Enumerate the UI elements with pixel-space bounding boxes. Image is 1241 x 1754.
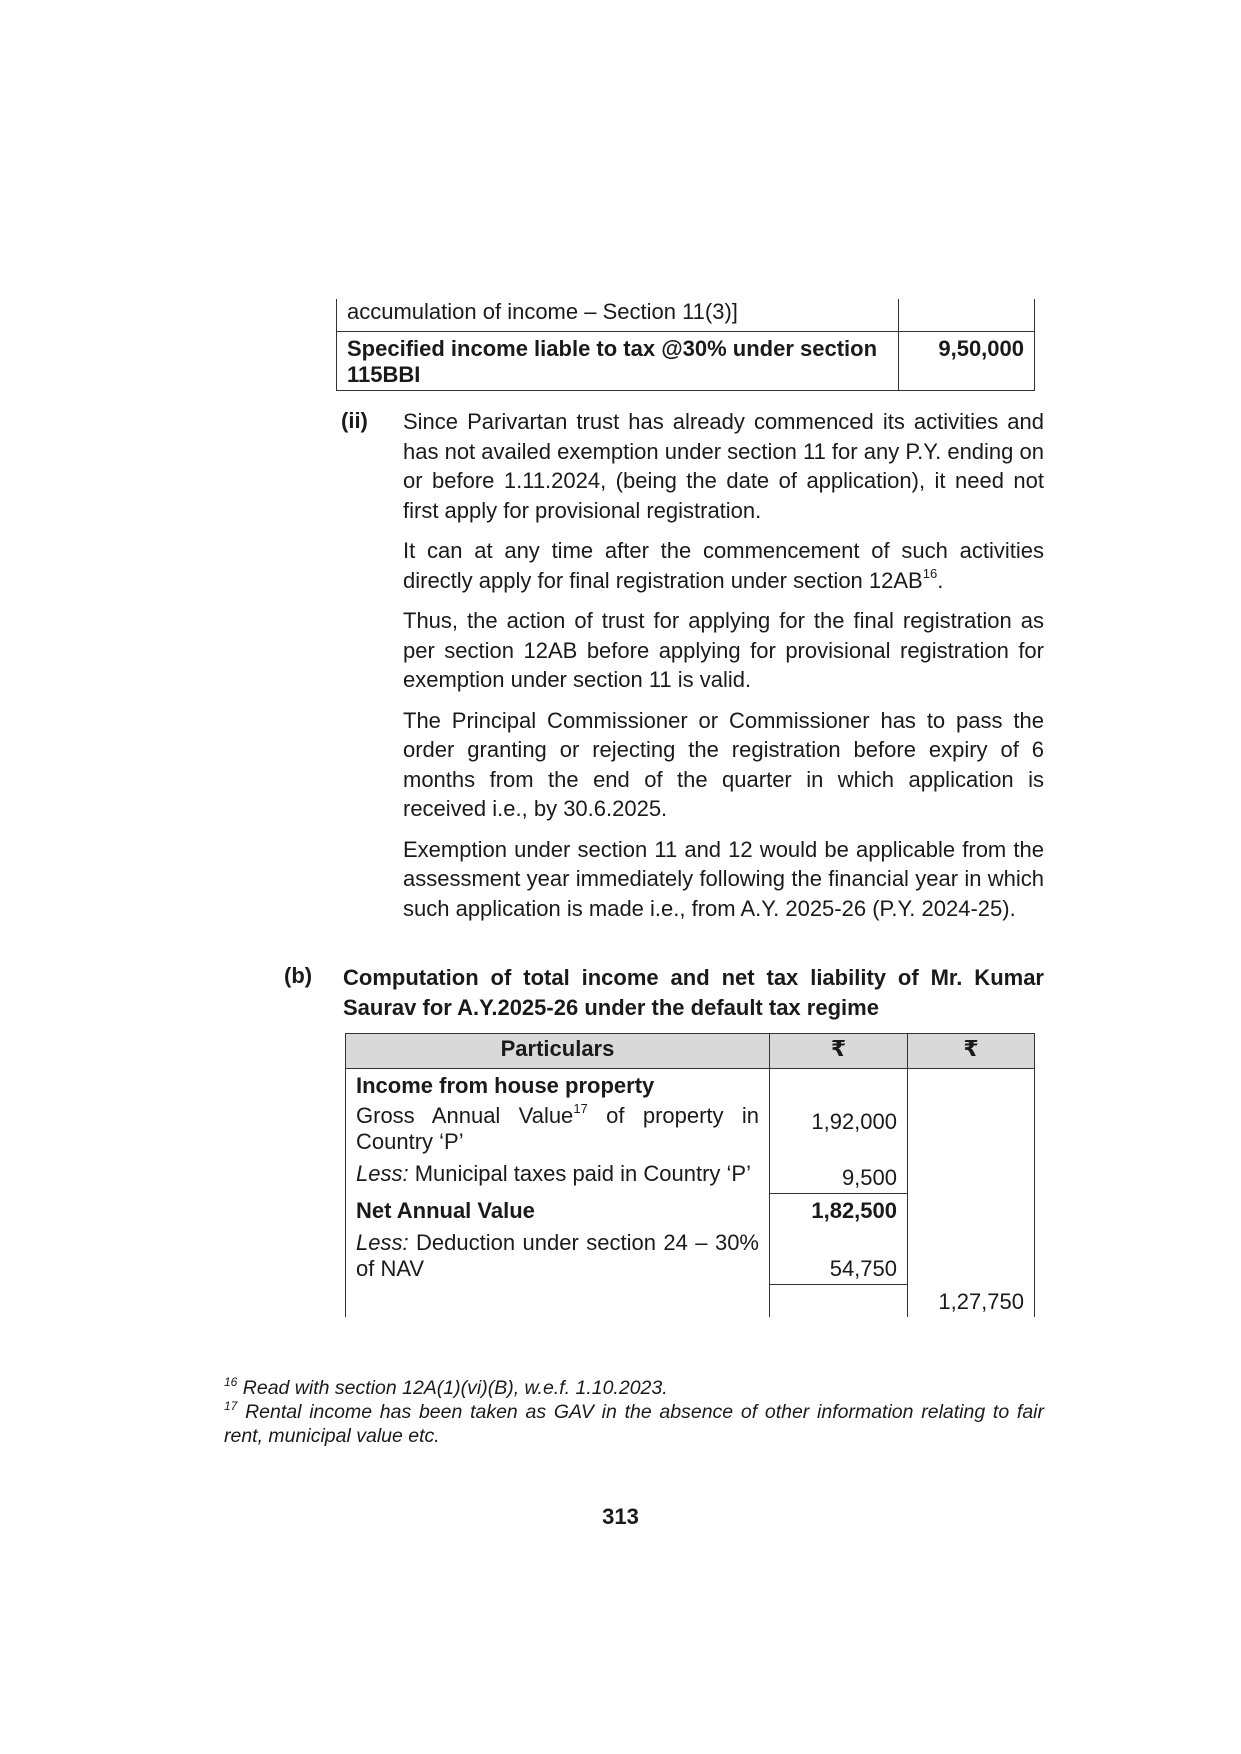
column-header: ₹ — [908, 1034, 1035, 1069]
paragraph: It can at any time after the commencement of such activities directly apply for final registration under section 12AB$^{16}$. — [403, 538, 1044, 593]
footnote-ref: 16 — [922, 565, 938, 581]
table-row — [346, 1101, 1035, 1157]
column-header: Particulars — [346, 1034, 770, 1069]
table-row — [346, 1069, 1035, 1102]
part-ii-body — [403, 407, 1044, 923]
table-row — [346, 1194, 1035, 1227]
computation-table — [345, 1033, 1035, 1317]
nav-amount: 1,82,500 — [770, 1194, 908, 1227]
table-row — [346, 1285, 1035, 1317]
paragraph-text: It can at any time after the commencement of such activities directly apply for final registration under section 12AB — [403, 538, 1044, 593]
municipal-tax-amount: 9,500 — [770, 1157, 908, 1194]
municipal-tax-label: Less: Municipal taxes paid in Country ‘P’ — [346, 1157, 770, 1194]
paragraph: Exemption under section 11 and 12 would be applicable from the assessment year immediately following the financial year in which such application is made i.e., from A.Y. 2025-26 (P.Y. 2024-25). — [403, 836, 1044, 921]
footnote: $^{17}$ Rental income has been taken as GAV in the absence of other information relating to fair rent, municipal value etc. — [224, 1399, 1044, 1447]
paragraph: Thus, the action of trust for applying for the final registration as per section 12AB before applying for provisional registration for exemption under section 11 is valid. — [403, 608, 1044, 692]
house-property-income: 1,27,750 — [908, 1285, 1035, 1317]
section-title: Income from house property — [346, 1069, 770, 1102]
deduction-amount: 54,750 — [770, 1226, 908, 1285]
footnote-ref: 17 — [573, 1101, 588, 1116]
part-b-label: (b) — [284, 963, 313, 988]
part-b-heading: Computation of total income and net tax liability of Mr. Kumar Saurav for A.Y.2025-26 under the default tax regime — [343, 965, 1044, 1020]
specified-income-amount: 9,50,000 — [899, 332, 1035, 391]
table-row-text: accumulation of income – Section 11(3)] — [337, 299, 899, 332]
column-header: ₹ — [770, 1034, 908, 1069]
specified-income-label: Specified income liable to tax @30% under section 115BBI — [337, 332, 899, 391]
table-row — [346, 1226, 1035, 1285]
footnotes — [224, 1376, 1044, 1448]
page-number: 313 — [602, 1504, 639, 1529]
deduction-label: Less: Deduction under section 24 – 30% of NAV — [346, 1226, 770, 1285]
table-row — [346, 1157, 1035, 1194]
paragraph: Since Parivartan trust has already commenced its activities and has not availed exemption under section 11 for any P.Y. ending on or before 1.11.2024, (being the date of application), it need not first apply for provisional registration. — [403, 409, 1044, 523]
gav-amount: 1,92,000 — [770, 1101, 908, 1157]
table-row-amount — [899, 299, 1035, 332]
trust-income-table — [336, 299, 1035, 391]
part-ii-label: (ii) — [341, 408, 368, 433]
nav-label: Net Annual Value — [346, 1194, 770, 1227]
paragraph: The Principal Commissioner or Commissioner has to pass the order granting or rejecting the registration before expiry of 6 months from the end of the quarter in which application is received i.e., by 30.6.2025. — [403, 707, 1044, 821]
gav-label: Gross Annual Value$^{17}$ of property in Country ‘P’ — [346, 1101, 770, 1157]
footnote: $^{16}$ Read with section 12A(1)(vi)(B), w.e.f. 1.10.2023. — [224, 1375, 668, 1399]
